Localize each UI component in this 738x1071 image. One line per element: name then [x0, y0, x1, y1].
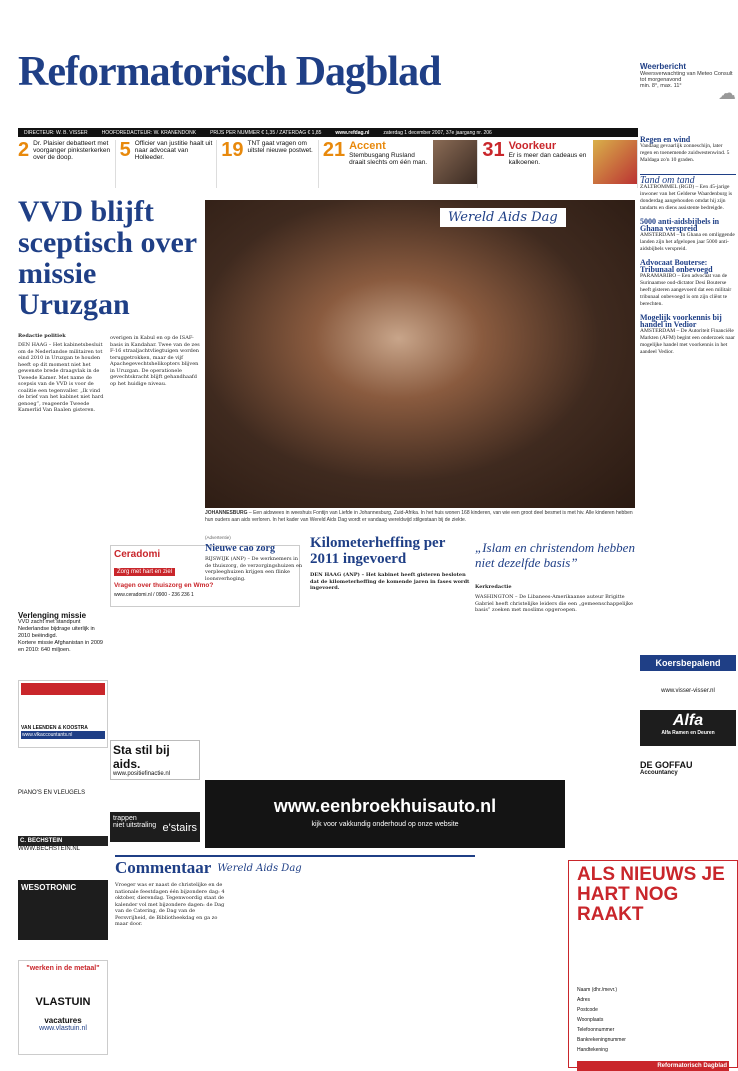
trappen-sub: niet uitstraling: [113, 822, 157, 829]
koers-ad[interactable]: Koersbepalend: [640, 655, 736, 671]
vlastuin-tag: "werken in de metaal": [26, 965, 100, 972]
caption-text: – Een aidswees in weeshuis Fontijn van Liefde in Johannesburg, Zuid-Afrika. In het huis wonen 168 kinderen, van wie een groot deel besmet is met hiv. Alle kinderen hebben hun ouders aan aids verloren. In het kader van Wereld Aids Dag wordt er vandaag wereldwijd stilgestaan bij de ziekte.: [205, 510, 633, 523]
islam-byline: Kerkredactie: [475, 584, 512, 590]
commentaar-header: [115, 855, 475, 879]
piano-heading: PIANO'S EN VLEUGELS: [18, 790, 86, 796]
weather-box: [640, 62, 736, 104]
zorg-title[interactable]: Nieuwe cao zorg: [205, 543, 275, 554]
topic-heading: Tand om tand: [640, 174, 736, 184]
ceradomi-slogan: Zorg met hart en ziel: [114, 568, 175, 576]
weather-body: Vandaag gevaarlijk zonneschijn, later regen en toenemende zuidwestenwind. 5 Maldaga zo'n 10 graden.: [640, 143, 730, 163]
brief-headline-1[interactable]: 5000 anti-aidsbijbels in Ghana verspreid: [640, 217, 720, 233]
right-column: [640, 130, 736, 356]
brief-body-2: PARAMARIBO – Een advocaat van de Surinaamse oud-dictator Desi Bouterse heeft gisteren aangevoerd dat een militair tribunaal onbevoegd is om zijn cliënt te berechten.: [640, 273, 732, 307]
form-field-name[interactable]: Naam (dhr./mevr.): [577, 987, 618, 993]
teaser-num: 2: [18, 140, 30, 161]
visser-url[interactable]: www.visser-visser.nl: [661, 688, 715, 694]
als-nieuws-footer: Reformatorisch Dagblad: [577, 1061, 729, 1071]
km-body: DEN HAAG (ANP) – Het kabinet heeft gisteren besloten dat de kilometerheffing de komende jaren in fases wordt ingevoerd.: [310, 572, 470, 591]
broekhuis-url: www.eenbroekhuisauto.nl: [273, 796, 497, 816]
als-nieuws-ad[interactable]: [568, 860, 738, 1068]
broekhuis-ad[interactable]: [205, 780, 565, 848]
teaser-1[interactable]: [18, 140, 116, 188]
verlenging-item: Nederlandse bijdrage uiterlijk in 2010 beëindigd.: [18, 626, 95, 639]
islam-title[interactable]: „Islam en christendom hebben niet dezelfde basis”: [475, 540, 635, 570]
lead-byline: Redactie politiek: [18, 333, 66, 339]
form-field-signature[interactable]: Handtekening: [577, 1047, 608, 1053]
verlenging-item: Kortere missie Afghanistan in 2009 en 2010: 640 miljoen.: [18, 640, 103, 653]
teaser-text: Er is meer dan cadeaus en kalkoenen.: [508, 152, 587, 166]
degoffau-logo: DE GOFFAU: [640, 760, 693, 770]
aids-child-photo: [205, 200, 635, 508]
form-field-address[interactable]: Adres: [577, 997, 591, 1003]
estairs-logo: e'stairs: [162, 822, 197, 834]
verlenging-item: VVD zacht met standpunt: [18, 619, 81, 625]
putin-thumb: [433, 140, 477, 184]
caption-place: JOHANNESBURG: [205, 510, 248, 516]
editor: HOOFDREDACTEUR: W. KRANENDONK: [101, 129, 197, 136]
islam-body: WASHINGTON – De Libanees-Amerikaanse auteur Brigitte Gabriel heeft christelijke leiders die een „gemeenschappelijke basis” zoeken met moslims opgeroepen.: [475, 594, 634, 613]
teaser-num: 31: [482, 140, 505, 161]
leenders-name: VAN LEENDEN & KOOSTRA: [21, 725, 88, 731]
form-field-bank[interactable]: Bankrekeningnummer: [577, 1037, 626, 1043]
photo-caption: [205, 510, 635, 523]
vlastuin-logo: VLASTUIN: [35, 996, 91, 1008]
vlastuin-ad[interactable]: [18, 960, 108, 1055]
director: DIRECTEUR: W. B. VISSER: [24, 129, 88, 136]
teaser-num: 21: [322, 140, 346, 161]
form-field-postcode[interactable]: Postcode: [577, 1007, 598, 1013]
ceradomi-name: Ceradomi: [114, 549, 161, 560]
ceradomi-phone: www.ceradomi.nl / 0900 - 236 236 1: [114, 592, 194, 598]
weather-text: Weersverwachting van Meteo Consult tot morgenavond: [640, 71, 733, 83]
teaser-4[interactable]: [323, 140, 479, 188]
topic-body: ZALTBOMMEL (RGD) – Een 45-jarige inwoner van het Gelderse Waardenburg is donderdag aangehouden omdat hij zijn tandarts en diens assistente bedreigde.: [640, 184, 733, 211]
brief-body-1: AMSTERDAM – In Ghana en omliggende landen zijn het afgelopen jaar 5000 anti-aidsbijbels verspreid.: [640, 232, 735, 252]
alfa-sub: Alfa Ramen en Deuren: [661, 730, 715, 736]
masthead-title[interactable]: Reformatorisch Dagblad: [18, 49, 441, 95]
teaser-section: Voorkeur: [508, 140, 557, 152]
trappen-label: trappen: [113, 815, 137, 822]
teaser-strip: [18, 140, 638, 188]
subscription-form: [577, 985, 729, 1055]
teaser-text: Dr. Plaisier debatteert met voorganger pinksterkerken over de doop.: [33, 140, 111, 161]
teaser-text: Officier van justitie haalt uit naar advocaat van Holleeder.: [134, 140, 213, 161]
bechstein-url: WWW.BECHSTEIN.NL: [18, 846, 81, 852]
teaser-text: Stembusgang Rusland draait slechts om één man.: [349, 152, 428, 166]
teaser-section: Accent: [349, 140, 386, 152]
zorg-body: RIJSWIJK (ANP) – De werknemers in de thuiszorg, de verzorgingshuizen en verpleeghuizen krijgen een flinke loonsverhoging.: [205, 556, 303, 582]
broekhuis-tagline: kijk voor vakkundig onderhoud op onze website: [311, 821, 459, 828]
teaser-num: 19: [221, 140, 244, 161]
price: PRIJS PER NUMMER € 1,35 / ZATERDAG € 1,85: [210, 129, 322, 136]
estairs-ad[interactable]: [110, 812, 200, 842]
lead-headline[interactable]: VVD blijft sceptisch over missie Uruzgan: [18, 195, 197, 321]
leenders-ad[interactable]: [18, 680, 108, 748]
commentaar-subtitle: Wereld Aids Dag: [217, 862, 302, 874]
teaser-text: TNT gaat vragen om uitstel nieuwe postwet.: [247, 140, 313, 154]
verlenging-box: [18, 612, 108, 654]
ceradomi-question: Vragen over thuiszorg en Wmo?: [114, 582, 214, 589]
lead-col-1: DEN HAAG – Het kabinetsbesluit om de Nederlandse militairen tot eind 2010 in Uruzgan te houden heeft op dit moment niet het gewenste brede draagvlak in de Tweede Kamer. Met name de scepsis van de VVD is voor de coalitie een tegenvaller. „Ik vind de brief van het kabinet niet hard genoeg”, reageerde Tweede Kamerlid Van Baalen gisteren.: [18, 342, 104, 413]
lead-col-2: overigen in Kabul en op de ISAF-basis in Kandahar. Twee van de zes F-16 straaljachtvliegtuigen worden teruggetrokken, maar de vijf Apachegevechtshelikopters blijven in Uruzgan. De operationele gevechtskracht blijft gehandhaafd op het huidige niveau.: [110, 335, 200, 387]
site-link[interactable]: www.refdag.nl: [335, 129, 370, 136]
teaser-5[interactable]: [482, 140, 638, 188]
vlastuin-url: www.vlastuin.nl: [39, 1025, 87, 1032]
als-nieuws-line2: HART NOG RAAKT: [577, 884, 679, 925]
wesotronic-ad[interactable]: WESOTRONIC: [18, 880, 108, 940]
degoffau-ad[interactable]: [640, 760, 736, 776]
weather-temps: min. 8°, max. 11°: [640, 83, 682, 89]
stastil-url: www.positiefinactie.nl: [113, 771, 171, 777]
weather-headline[interactable]: Regen en wind: [640, 135, 691, 144]
bechstein-ad[interactable]: [18, 790, 108, 865]
verlenging-title: Verlenging missie: [18, 611, 87, 620]
brief-headline-2[interactable]: Advocaat Bouterse: Tribunaal onbevoegd: [640, 258, 713, 274]
ad-label: (Advertentie): [205, 535, 231, 540]
alfa-ad[interactable]: [640, 710, 736, 746]
teaser-num: 5: [119, 140, 131, 161]
ceradomi-ad[interactable]: [205, 535, 305, 540]
weather-title: Weerbericht: [640, 62, 687, 71]
commentaar-body: Vroeger was er naast de christelijke en de nationale feestdagen één bijzondere dag: 4 oktober, dierendag. Tegenwoordig staat de kalender vol met bijzondere dagen: de Dag van de Catering, de Dag van de Persvrijheid, de Bibliotheekdag en ga zo maar door.: [115, 882, 225, 927]
km-title[interactable]: Kilometerheffing per 2011 ingevoerd: [310, 535, 446, 567]
bechstein-logo: C. BECHSTEIN: [18, 836, 108, 846]
issue-date: zaterdag 1 december 2007, 37e jaargang nr. 206: [383, 129, 492, 136]
teaser-3[interactable]: [221, 140, 319, 188]
leenders-band: [21, 683, 105, 695]
photo-label: Wereld Aids Dag: [440, 208, 566, 227]
brief-headline-3[interactable]: Mogelijk voorkennis bij handel in Vedior: [640, 313, 722, 329]
info-bar: [18, 128, 638, 137]
brief-body-3: AMSTERDAM – De Autoriteit Financiële Markten (AFM) begint een onderzoek naar mogelijke handel met voorkennis in het aandeel Vedior.: [640, 328, 735, 355]
leenders-url: www.vlkaccountants.nl: [21, 731, 105, 739]
degoffau-sub: Accountancy: [640, 770, 678, 776]
form-field-city[interactable]: Woonplaats: [577, 1017, 604, 1023]
als-nieuws-line1: ALS NIEUWS JE: [577, 864, 725, 885]
gift-thumb: [593, 140, 637, 184]
cloud-icon: ☁: [718, 83, 736, 103]
commentaar-title[interactable]: Commentaar: [115, 858, 212, 877]
vacatures-label: vacatures: [44, 1016, 82, 1025]
stastil-title: Sta stil bij aids.: [113, 743, 170, 771]
teaser-2[interactable]: [120, 140, 218, 188]
alfa-logo: Alfa: [672, 712, 704, 729]
form-field-phone[interactable]: Telefoonnummer: [577, 1027, 615, 1033]
stastil-ad[interactable]: [110, 740, 200, 780]
